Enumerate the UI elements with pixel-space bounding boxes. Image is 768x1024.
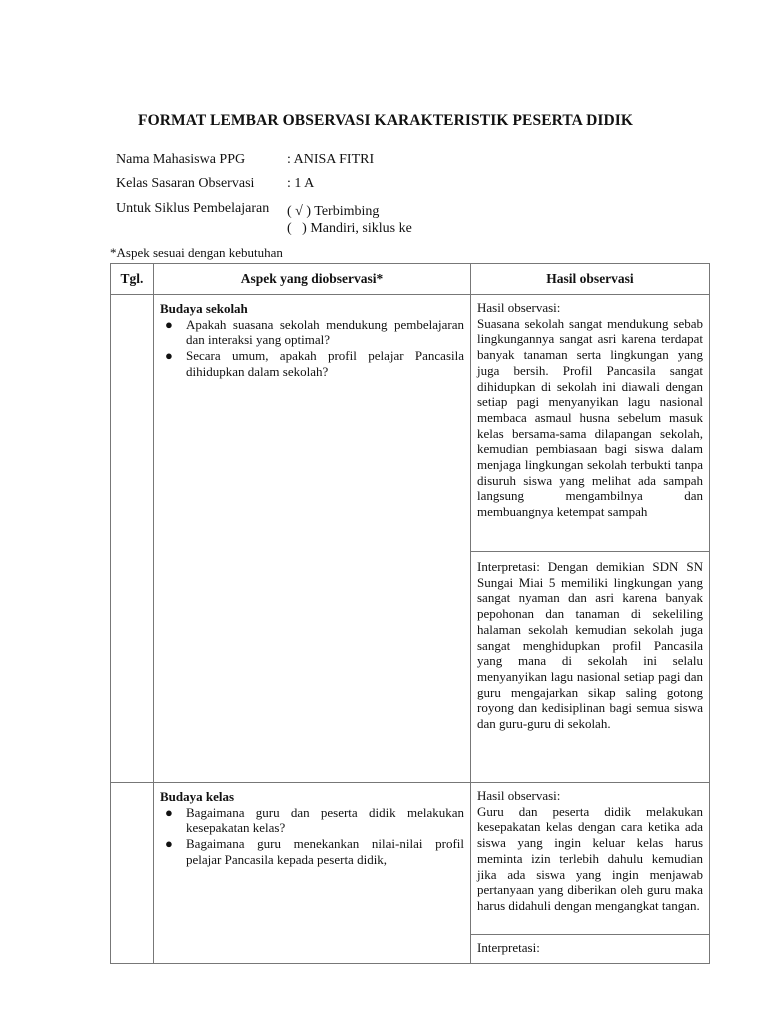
tgl-cell [111, 783, 154, 964]
info-label-nama: Nama Mahasiswa PPG [116, 152, 246, 167]
hasil-text: Guru dan peserta didik melakukan kesepakatan kelas dengan cara ketika ada siswa yang ingin keluar kelas harus meminta izin terlebih dahulu kemudian jika ada siswa yang ingin menjawab pertanyaan yang diberikan oleh guru maka harus didahuli dengan mengangkat tangan. [477, 803, 703, 913]
aspek-list [160, 317, 464, 380]
interpretasi-cell [471, 552, 710, 783]
bullet-icon: ● [165, 316, 173, 332]
aspek-heading: Budaya sekolah [160, 301, 248, 316]
info-value-nama: : ANISA FITRI [287, 152, 375, 167]
hasil-cell [471, 295, 710, 552]
list-item: ● Bagaimana guru menekankan nilai-nilai profil pelajar Pancasila kepada peserta didik, [165, 836, 464, 867]
header-tgl: Tgl. [111, 264, 154, 295]
bullet-icon: ● [165, 804, 173, 820]
aspek-note: *Aspek sesuai dengan kebutuhan [110, 245, 283, 260]
page-title: FORMAT LEMBAR OBSERVASI KARAKTERISTIK PESERTA DIDIK [138, 112, 634, 129]
interpretasi-text: Interpretasi: Dengan demikian SDN SN Sungai Miai 5 memiliki lingkungan yang sangat nyaman dan asri karena banyak pepohonan dan tanaman di sekeliling halaman sekolah kemudian sekolah juga sangat menghidupkan profil Pancasila yang mana di sekolah ini selalu menyanyikan lagu nasional setiap pagi dan guru mengajarkan sikap saling gotong royong dan kedisiplinan bagi semua siswa dan guru-guru di sekolah. [477, 559, 703, 732]
interpretasi-cell [471, 935, 710, 964]
table-header-row [111, 264, 710, 295]
tgl-cell [111, 295, 154, 783]
interpretasi-text: Interpretasi: [477, 940, 540, 955]
header-hasil: Hasil observasi [471, 264, 710, 295]
info-label-siklus: Untuk Siklus Pembelajaran [116, 201, 270, 216]
hasil-label: Hasil observasi: [477, 300, 561, 315]
list-item: ● Bagaimana guru dan peserta didik melakukan kesepakatan kelas? [165, 804, 464, 836]
aspek-list [160, 805, 464, 868]
bullet-icon: ● [165, 836, 173, 852]
siklus-option-mandiri: ( ) Mandiri, siklus ke [287, 221, 412, 236]
observation-table [110, 263, 710, 964]
hasil-text: Suasana sekolah sangat mendukung sebab lingkungannya sangat asri karena terdapat banyak tanaman serta lingkungan yang juga bersih. Profil Pancasila sangat dihidupkan di sekolah ini diawali dengan setiap pagi menyanyikan lagu nasional membaca asmaul husna sebelum masuk kelas bersama-sama dilapangan sekolah, kemudian pembiasaan bagi siswa dalam menjaga lingkungan sekolah terbukti tanpa disuruh siswa yang melihat ada sampah langsung mengambilnya dan membuangnya ketempat sampah [477, 315, 703, 520]
hasil-cell [471, 783, 710, 935]
hasil-label: Hasil observasi: [477, 788, 561, 803]
bullet-icon: ● [165, 348, 173, 364]
aspek-heading: Budaya kelas [160, 789, 235, 804]
table-row [111, 783, 710, 935]
list-item: ● Apakah suasana sekolah mendukung pembelajaran dan interaksi yang optimal? [165, 316, 464, 348]
info-value-kelas: : 1 A [287, 176, 315, 191]
info-label-kelas: Kelas Sasaran Observasi [116, 176, 255, 191]
aspek-cell [154, 783, 471, 964]
siklus-option-terbimbing: ( √ ) Terbimbing [287, 204, 380, 219]
list-item: ● Secara umum, apakah profil pelajar Pancasila dihidupkan dalam sekolah? [165, 348, 464, 379]
aspek-cell [154, 295, 471, 783]
header-aspek: Aspek yang diobservasi* [154, 264, 471, 295]
table-row [111, 295, 710, 552]
